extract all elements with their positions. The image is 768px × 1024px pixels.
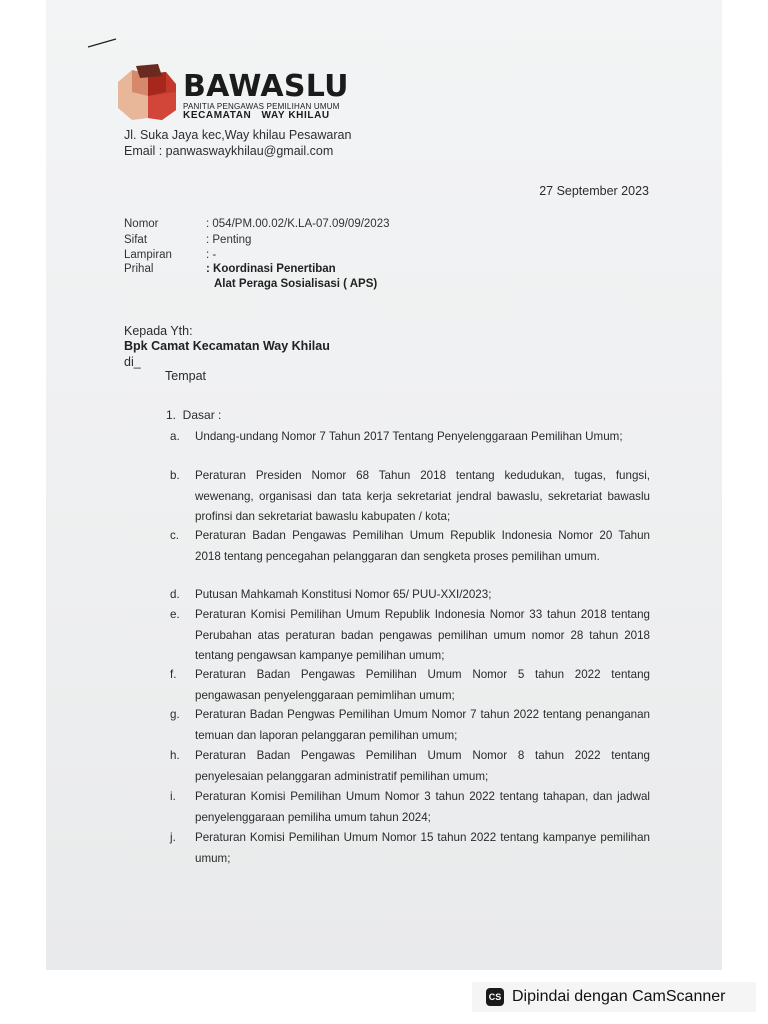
meta-value: : - bbox=[206, 249, 217, 261]
recipient-name: Bpk Camat Kecamatan Way Khilau bbox=[124, 339, 330, 353]
brand-district: KECAMATAN WAY KHILAU bbox=[183, 110, 330, 121]
list-item bbox=[170, 787, 650, 828]
letter-date: 27 September 2023 bbox=[539, 184, 649, 198]
list-item-letter: g. bbox=[170, 708, 180, 721]
list-item bbox=[170, 526, 650, 567]
list-item bbox=[170, 605, 650, 667]
meta-value: : Penting bbox=[206, 234, 252, 246]
list-item bbox=[170, 828, 650, 869]
list-item-letter: f. bbox=[170, 668, 177, 681]
meta-row-sifat bbox=[124, 234, 251, 246]
brand-subtitle: PANITIA PENGAWAS PEMILIHAN UMUM bbox=[183, 102, 340, 111]
letterhead-address: Jl. Suka Jaya kec,Way khilau Pesawaran bbox=[124, 128, 352, 142]
list-item-letter: b. bbox=[170, 469, 180, 482]
list-item bbox=[170, 665, 650, 706]
bawaslu-logo-icon bbox=[114, 62, 180, 124]
camscanner-icon: CS bbox=[486, 988, 504, 1006]
scanner-watermark-label: Dipindai dengan CamScanner bbox=[512, 988, 726, 1005]
letterhead-brand bbox=[183, 69, 349, 121]
section-title: 1. Dasar : bbox=[166, 408, 222, 422]
subject-line-2: Alat Peraga Sosialisasi ( APS) bbox=[214, 278, 378, 290]
list-item-text: Undang-undang Nomor 7 Tahun 2017 Tentang Penyelenggaraan Pemilihan Umum; bbox=[195, 430, 623, 443]
meta-label: Lampiran bbox=[124, 249, 172, 261]
list-item-letter: d. bbox=[170, 588, 180, 601]
meta-label: Nomor bbox=[124, 218, 159, 230]
meta-label: Sifat bbox=[124, 234, 148, 246]
list-item-text: Peraturan Presiden Nomor 68 Tahun 2018 tentang kedudukan, tugas, fungsi, wewenang, organisasi dan tata kerja sekretariat jendral bawaslu, sekretariat bawaslu profinsi dan sekretariat bawaslu kabupaten / kota; bbox=[195, 469, 650, 523]
list-item-letter: j. bbox=[170, 831, 176, 844]
meta-value: : 054/PM.00.02/K.LA-07.09/09/2023 bbox=[206, 218, 390, 230]
list-item bbox=[170, 466, 650, 528]
letterhead-email: Email : panwaswaykhilau@gmail.com bbox=[124, 144, 334, 158]
recipient-place: Tempat bbox=[165, 369, 206, 383]
list-item bbox=[170, 746, 650, 787]
brand-name: BAWASLU bbox=[183, 69, 349, 104]
scanner-watermark bbox=[472, 982, 756, 1012]
list-item bbox=[170, 705, 650, 746]
list-item-letter: h. bbox=[170, 749, 180, 762]
recipient-di: di_ bbox=[124, 355, 141, 369]
meta-row-prihal bbox=[124, 263, 336, 275]
list-item bbox=[170, 585, 650, 606]
subject-line-1: : Koordinasi Penertiban bbox=[206, 263, 336, 275]
list-item-text: Peraturan Badan Pengawas Pemilihan Umum Republik Indonesia Nomor 20 Tahun 2018 tentang pencegahan pelanggaran dan sengketa proses pemilihan umum. bbox=[195, 529, 650, 563]
list-item-text: Putusan Mahkamah Konstitusi Nomor 65/ PUU-XXI/2023; bbox=[195, 588, 492, 601]
meta-row-lampiran bbox=[124, 249, 216, 261]
list-item-text: Peraturan Komisi Pemilihan Umum Nomor 15 tahun 2022 tentang kampanye pemilihan umum; bbox=[195, 831, 650, 865]
list-item-text: Peraturan Badan Pengawas Pemilihan Umum Nomor 8 tahun 2022 tentang penyelesaian pelanggaran administratif pemilihan umum; bbox=[195, 749, 650, 783]
pen-stroke-mark bbox=[86, 36, 118, 50]
list-item-letter: c. bbox=[170, 529, 180, 542]
list-item-text: Peraturan Badan Pengwas Pemilihan Umum Nomor 7 tahun 2022 tentang penanganan temuan dan laporan pelanggaran pemilihan umum; bbox=[195, 708, 650, 742]
list-item-text: Peraturan Komisi Pemilihan Umum Republik Indonesia Nomor 33 tahun 2018 tentang Perubahan atas peraturan badan pengawas pemilihan umum nomor 28 tahun 2018 tentang pengawsan kampanye pemilihan umum; bbox=[195, 608, 650, 662]
list-item-letter: e. bbox=[170, 608, 180, 621]
list-item-letter: i. bbox=[170, 790, 176, 803]
meta-label: Prihal bbox=[124, 263, 154, 275]
list-item-letter: a. bbox=[170, 430, 180, 443]
list-item bbox=[170, 427, 650, 448]
meta-row-nomor bbox=[124, 218, 390, 230]
list-item-text: Peraturan Komisi Pemilihan Umum Nomor 3 tahun 2022 tentang tahapan, dan jadwal penyelenggaraan pemiliha umum tahun 2024; bbox=[195, 790, 650, 824]
list-item-text: Peraturan Badan Pengawas Pemilihan Umum Nomor 5 tahun 2022 tentang pengawasan penyelenggaraan pemimlihan umum; bbox=[195, 668, 650, 702]
recipient-salutation: Kepada Yth: bbox=[124, 324, 193, 338]
